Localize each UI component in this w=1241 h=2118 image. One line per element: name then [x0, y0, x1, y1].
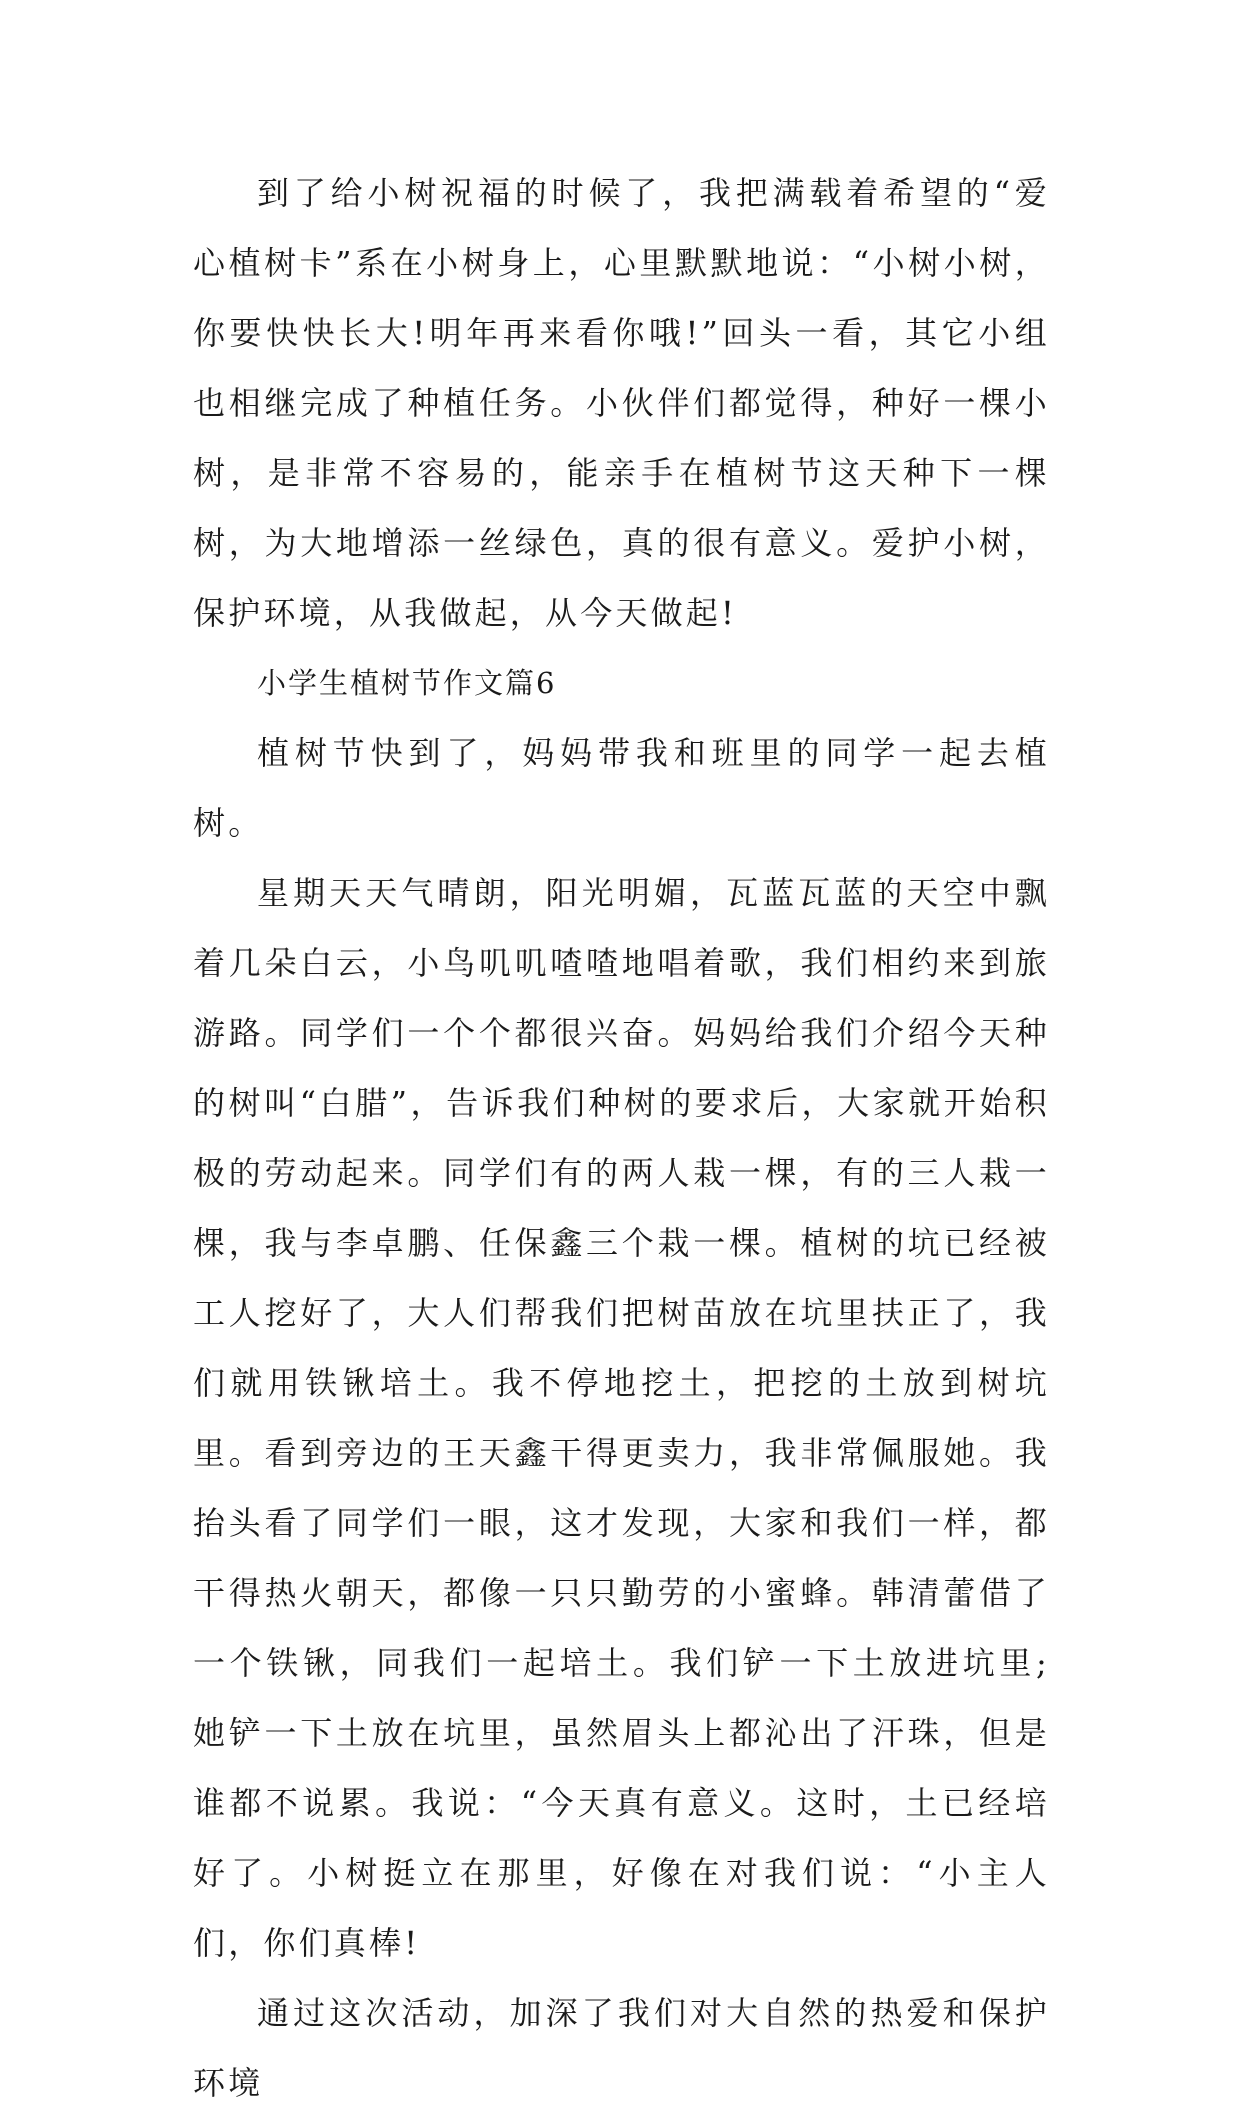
- paragraph-conclusion: 通过这次活动，加深了我们对大自然的热爱和保护环境: [193, 1994, 1050, 2102]
- document-page: [193, 158, 1050, 2118]
- paragraph-planting: 星期天天气晴朗，阳光明媚，瓦蓝瓦蓝的天空中飘着几朵白云，小鸟叽叽喳喳地唱着歌，我们相约来到旅游路。同学们一个个都很兴奋。妈妈给我们介绍今天种的树叫“白腊”，告诉我们种树的要求后，大家就开始积极的劳动起来。同学们有的两人栽一棵，有的三人栽一棵，我与李卓鹏、任保鑫三个栽一棵。植树的坑已经被工人挖好了，大人们帮我们把树苗放在坑里扶正了，我们就用铁锹培土。我不停地挖土，把挖的土放到树坑里。看到旁边的王天鑫干得更卖力，我非常佩服她。我抬头看了同学们一眼，这才发现，大家和我们一样，都干得热火朝天，都像一只只勤劳的小蜜蜂。韩清蕾借了一个铁锹，同我们一起培土。我们铲一下土放进坑里;她铲一下土放在坑里，虽然眉头上都沁出了汗珠，但是谁都不说累。我说：“今天真有意义。这时，土已经培好了。小树挺立在那里，好像在对我们说：“小主人们，你们真棒!: [193, 874, 1050, 1962]
- paragraph-blessing: 到了给小树祝福的时候了，我把满载着希望的“爱心植树卡”系在小树身上，心里默默地说：“小树小树，你要快快长大!明年再来看你哦!”回头一看，其它小组也相继完成了种植任务。小伙伴们都觉得，种好一棵小树，是非常不容易的，能亲手在植树节这天种下一棵树，为大地增添一丝绿色，真的很有意义。爱护小树，保护环境，从我做起，从今天做起!: [193, 174, 1050, 632]
- paragraph-intro: 植树节快到了，妈妈带我和班里的同学一起去植树。: [193, 734, 1050, 842]
- section-heading: 小学生植树节作文篇6: [257, 666, 557, 700]
